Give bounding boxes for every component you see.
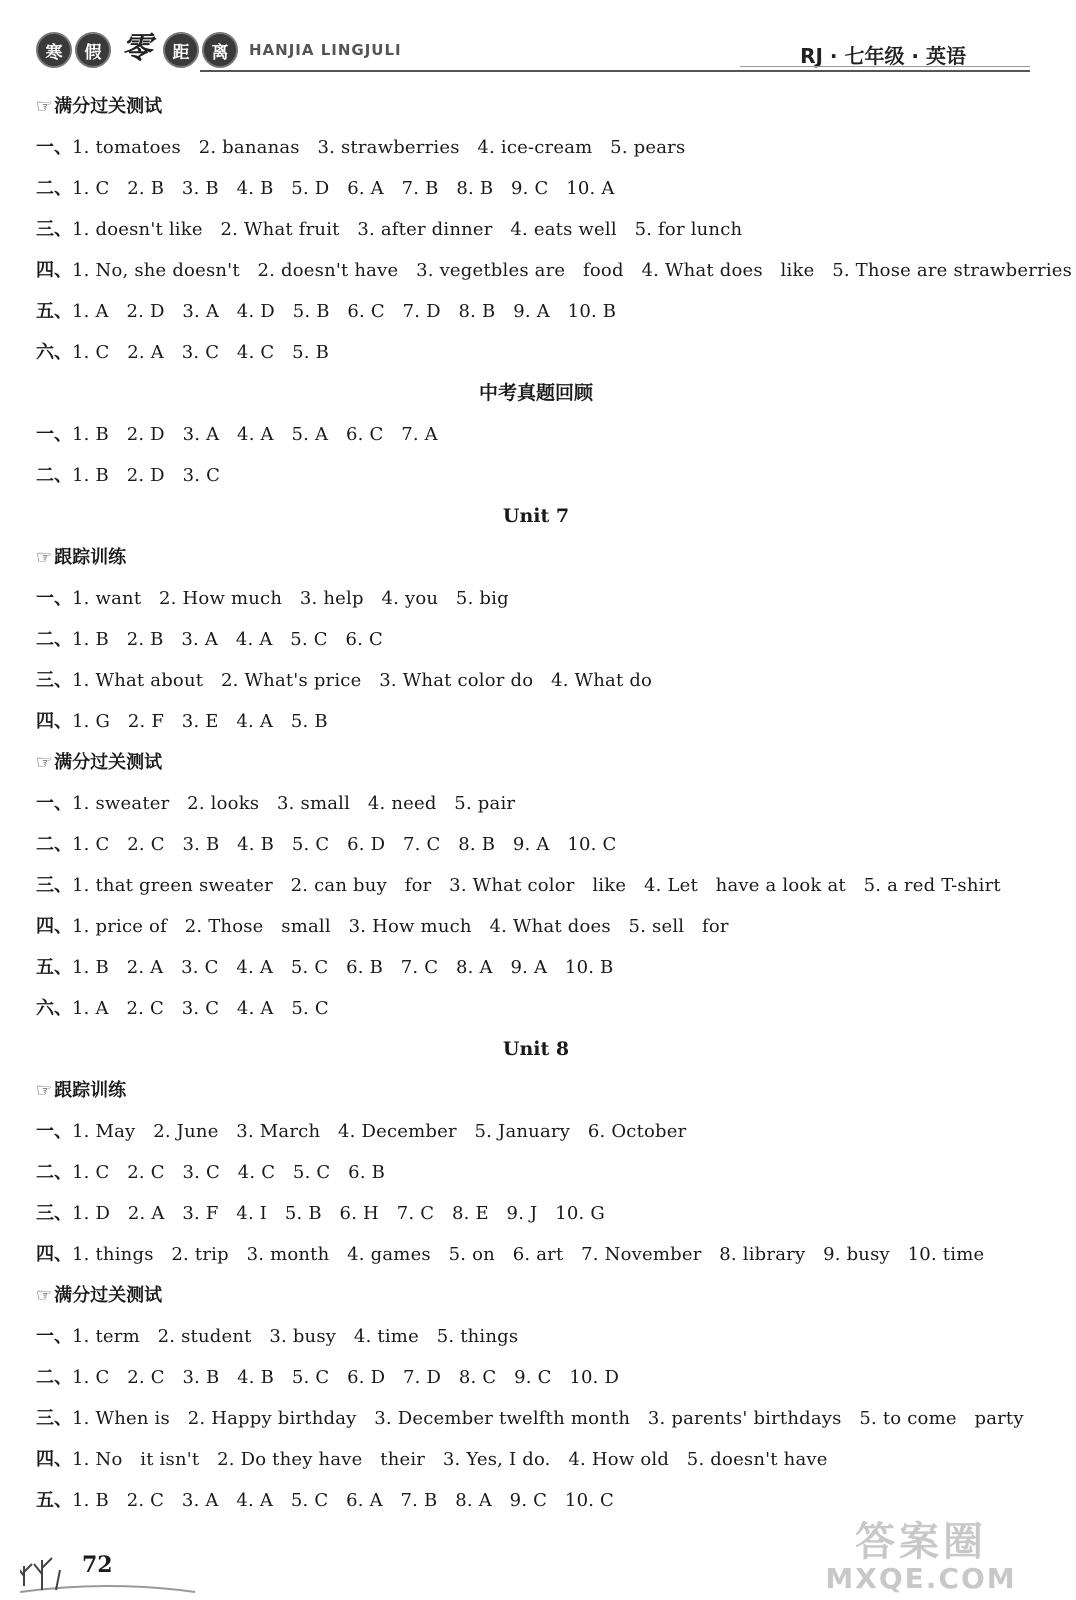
- answer-line: [36, 783, 1036, 824]
- answer-line: [36, 988, 1036, 1029]
- answer-text: 1. sweater 2. looks 3. small 4. need 5. pair: [72, 793, 516, 814]
- brand-char: 零: [114, 22, 160, 68]
- answer-line: [36, 332, 1036, 373]
- answer-line: [36, 1152, 1036, 1193]
- answer-line: [36, 906, 1036, 947]
- answer-line: [36, 414, 1036, 455]
- page-footer: [20, 1520, 320, 1600]
- answer-text: 1. No it isn't 2. Do they have their 3. Yes, I do. 4. How old 5. doesn't have: [72, 1449, 828, 1470]
- page-header: [0, 0, 1076, 80]
- answer-line: [36, 1234, 1036, 1275]
- question-part-number: 二、: [36, 1367, 72, 1388]
- brand-char: 距: [163, 32, 199, 68]
- answer-line: [36, 1357, 1036, 1398]
- brand-logo: [36, 30, 402, 70]
- grade-subject-label: RJ · 七年级 · 英语: [800, 44, 966, 68]
- answer-text: 1. tomatoes 2. bananas 3. strawberries 4. ice-cream 5. pears: [72, 137, 686, 158]
- question-part-number: 四、: [36, 1449, 72, 1470]
- answer-line: [36, 947, 1036, 988]
- question-part-number: 三、: [36, 875, 72, 896]
- answer-line: [36, 455, 1036, 496]
- answer-line: [36, 250, 1073, 291]
- question-part-number: 一、: [36, 137, 72, 158]
- answer-line: [36, 578, 1036, 619]
- section-heading: [36, 86, 1036, 127]
- answer-text: 1. C 2. A 3. C 4. C 5. B: [72, 342, 330, 363]
- answer-text: 1. C 2. C 3. B 4. B 5. C 6. D 7. D 8. C 9. C 10. D: [72, 1367, 620, 1388]
- header-divider: [200, 70, 1030, 72]
- answer-text: 1. What about 2. What's price 3. What color do 4. What do: [72, 670, 653, 691]
- site-watermark: [806, 1520, 1036, 1600]
- question-part-number: 四、: [36, 1244, 72, 1265]
- brand-char: 离: [202, 32, 238, 68]
- question-part-number: 二、: [36, 834, 72, 855]
- pointing-hand-icon: ☞: [36, 547, 53, 568]
- question-part-number: 一、: [36, 424, 72, 445]
- answer-line: [36, 1439, 1036, 1480]
- section-heading: [36, 742, 1036, 783]
- question-part-number: 五、: [36, 301, 72, 322]
- answer-line: [36, 824, 1036, 865]
- answer-line: [36, 1316, 1036, 1357]
- watermark-text: 答案圈: [855, 1519, 987, 1565]
- question-part-number: 五、: [36, 1490, 72, 1511]
- answer-line: [36, 660, 1036, 701]
- brand-pinyin: HANJIA LINGJULI: [249, 41, 402, 59]
- question-part-number: 一、: [36, 1121, 72, 1142]
- answer-text: 1. things 2. trip 3. month 4. games 5. on 6. art 7. November 8. library 9. busy 10. time: [72, 1244, 985, 1265]
- unit-title: Unit 7: [502, 505, 570, 527]
- answer-text: 1. term 2. student 3. busy 4. time 5. things: [72, 1326, 519, 1347]
- section-heading-text: 满分过关测试: [54, 96, 163, 117]
- answer-line: [36, 701, 1036, 742]
- question-part-number: 一、: [36, 588, 72, 609]
- answer-text: 1. No, she doesn't 2. doesn't have 3. vegetbles are food 4. What does like 5. Those are strawberries: [72, 260, 1073, 281]
- answer-content: [36, 86, 1073, 1521]
- question-part-number: 二、: [36, 465, 72, 486]
- answer-text: 1. C 2. B 3. B 4. B 5. D 6. A 7. B 8. B 9. C 10. A: [72, 178, 615, 199]
- answer-text: 1. B 2. C 3. A 4. A 5. C 6. A 7. B 8. A 9. C 10. C: [72, 1490, 615, 1511]
- question-part-number: 三、: [36, 670, 72, 691]
- section-heading-text: 满分过关测试: [54, 1285, 163, 1306]
- answer-text: 1. B 2. B 3. A 4. A 5. C 6. C: [72, 629, 383, 650]
- answer-text: 1. D 2. A 3. F 4. I 5. B 6. H 7. C 8. E 9. J 10. G: [72, 1203, 605, 1224]
- section-heading-text: 跟踪训练: [54, 1080, 127, 1101]
- answer-text: 1. A 2. D 3. A 4. D 5. B 6. C 7. D 8. B 9. A 10. B: [72, 301, 617, 322]
- answer-text: 1. A 2. C 3. C 4. A 5. C: [72, 998, 329, 1019]
- answer-line: [36, 168, 1036, 209]
- answer-text: 1. C 2. C 3. B 4. B 5. C 6. D 7. C 8. B 9. A 10. C: [72, 834, 617, 855]
- answer-text: 1. price of 2. Those small 3. How much 4. What does 5. sell for: [72, 916, 729, 937]
- section-heading: [36, 1275, 1036, 1316]
- pointing-hand-icon: ☞: [36, 752, 53, 773]
- answer-text: 1. May 2. June 3. March 4. December 5. January 6. October: [72, 1121, 687, 1142]
- question-part-number: 六、: [36, 342, 72, 363]
- section-heading: [36, 1070, 1036, 1111]
- question-part-number: 三、: [36, 1408, 72, 1429]
- answer-text: 1. When is 2. Happy birthday 3. December twelfth month 3. parents' birthdays 5. to come party: [72, 1408, 1024, 1429]
- section-heading-text: 满分过关测试: [54, 752, 163, 773]
- answer-line: [36, 619, 1036, 660]
- unit-title: 中考真题回顾: [478, 382, 593, 404]
- pointing-hand-icon: ☞: [36, 1080, 53, 1101]
- answer-text: 1. C 2. C 3. C 4. C 5. C 6. B: [72, 1162, 386, 1183]
- question-part-number: 二、: [36, 629, 72, 650]
- question-part-number: 二、: [36, 1162, 72, 1183]
- answer-text: 1. B 2. D 3. A 4. A 5. A 6. C 7. A: [72, 424, 438, 445]
- answer-line: [36, 1480, 1036, 1521]
- question-part-number: 三、: [36, 219, 72, 240]
- unit-title: Unit 8: [502, 1038, 570, 1060]
- page-number: 72: [82, 1552, 113, 1578]
- answer-text: 1. doesn't like 2. What fruit 3. after dinner 4. eats well 5. for lunch: [72, 219, 743, 240]
- answer-line: [36, 1398, 1036, 1439]
- answer-text: 1. B 2. A 3. C 4. A 5. C 6. B 7. C 8. A 9. A 10. B: [72, 957, 614, 978]
- question-part-number: 二、: [36, 178, 72, 199]
- section-heading-text: 跟踪训练: [54, 547, 127, 568]
- pointing-hand-icon: ☞: [36, 1285, 53, 1306]
- watermark-url: MXQE.COM: [825, 1562, 1017, 1595]
- pointing-hand-icon: ☞: [36, 96, 53, 117]
- answer-line: [36, 1193, 1036, 1234]
- question-part-number: 一、: [36, 1326, 72, 1347]
- question-part-number: 五、: [36, 957, 72, 978]
- answer-line: [36, 209, 1036, 250]
- section-heading: [36, 537, 1036, 578]
- brand-char: 假: [75, 32, 111, 68]
- answer-text: 1. that green sweater 2. can buy for 3. What color like 4. Let have a look at 5. a red T-shirt: [72, 875, 1001, 896]
- answer-text: 1. B 2. D 3. C: [72, 465, 221, 486]
- answer-line: [36, 865, 1036, 906]
- answer-text: 1. G 2. F 3. E 4. A 5. B: [72, 711, 328, 732]
- answer-line: [36, 291, 1036, 332]
- question-part-number: 一、: [36, 793, 72, 814]
- question-part-number: 六、: [36, 998, 72, 1019]
- brand-char: 寒: [36, 32, 72, 68]
- answer-line: [36, 1111, 1036, 1152]
- answer-line: [36, 127, 1036, 168]
- header-divider-thin: [740, 66, 1030, 67]
- answer-text: 1. want 2. How much 3. help 4. you 5. big: [72, 588, 509, 609]
- question-part-number: 四、: [36, 916, 72, 937]
- question-part-number: 四、: [36, 260, 72, 281]
- question-part-number: 四、: [36, 711, 72, 732]
- question-part-number: 三、: [36, 1203, 72, 1224]
